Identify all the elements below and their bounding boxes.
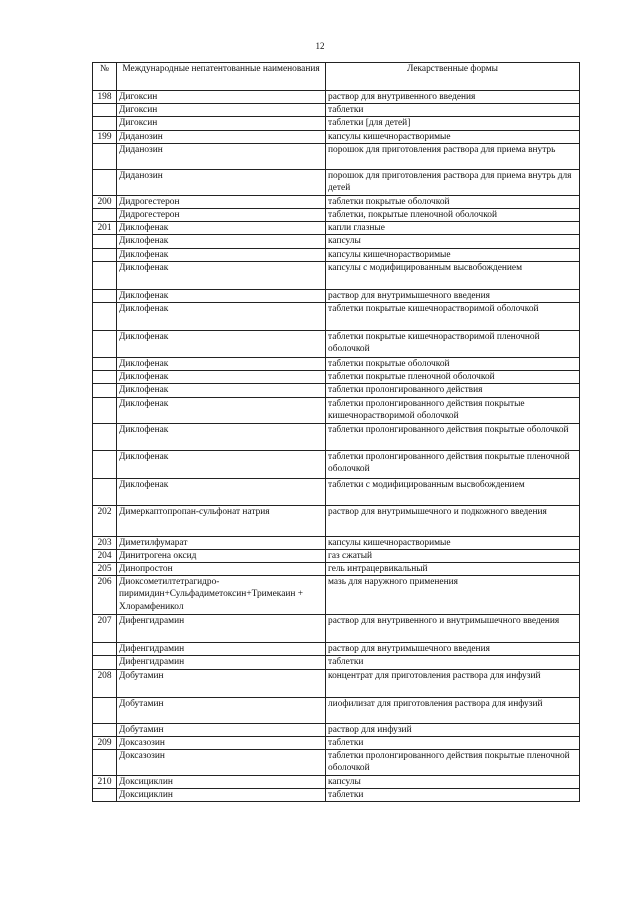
- row-number: [93, 750, 117, 776]
- row-dosage-form: таблетки пролонгированного действия покрытые пленочной оболочкой: [326, 450, 580, 478]
- row-dosage-form: раствор для внутривенного введения: [326, 91, 580, 104]
- table-row: [93, 289, 580, 302]
- row-number: [93, 450, 117, 478]
- row-inn: Диметилфумарат: [117, 536, 326, 549]
- table-row: [93, 643, 580, 656]
- row-dosage-form: капсулы: [326, 235, 580, 248]
- row-inn: Дифенгидрамин: [117, 656, 326, 669]
- table-row: [93, 776, 580, 789]
- row-inn: Диклофенак: [117, 261, 326, 289]
- row-number: [93, 289, 117, 302]
- row-dosage-form: раствор для внутримышечного и подкожного введения: [326, 505, 580, 536]
- row-number: [93, 209, 117, 222]
- row-dosage-form: капли глазные: [326, 222, 580, 235]
- row-inn: Диклофенак: [117, 248, 326, 261]
- row-dosage-form: таблетки покрытые оболочкой: [326, 358, 580, 371]
- table-row: [93, 615, 580, 643]
- row-inn: Диклофенак: [117, 235, 326, 248]
- table-row: [93, 723, 580, 736]
- row-dosage-form: таблетки покрытые пленочной оболочкой: [326, 371, 580, 384]
- table-row: [93, 91, 580, 104]
- row-number: [93, 656, 117, 669]
- table-row: [93, 130, 580, 143]
- row-inn: Диклофенак: [117, 222, 326, 235]
- row-inn: Диоксометилтетрагидро-пиримидин+Сульфадиметоксин+Тримекаин + Хлорамфеникол: [117, 576, 326, 615]
- row-dosage-form: раствор для внутримышечного введения: [326, 643, 580, 656]
- table-row: [93, 303, 580, 331]
- row-dosage-form: газ сжатый: [326, 549, 580, 562]
- table-row: [93, 143, 580, 169]
- table-row: [93, 104, 580, 117]
- row-inn: Диклофенак: [117, 358, 326, 371]
- row-dosage-form: таблетки: [326, 104, 580, 117]
- row-dosage-form: капсулы: [326, 776, 580, 789]
- table-row: [93, 736, 580, 749]
- row-dosage-form: порошок для приготовления раствора для приема внутрь для детей: [326, 169, 580, 195]
- row-dosage-form: раствор для внутривенного и внутримышечного введения: [326, 615, 580, 643]
- table-row: [93, 697, 580, 723]
- row-dosage-form: лиофилизат для приготовления раствора для инфузий: [326, 697, 580, 723]
- row-inn: Диклофенак: [117, 331, 326, 358]
- row-dosage-form: капсулы кишечнорастворимые: [326, 130, 580, 143]
- row-number: [93, 697, 117, 723]
- row-dosage-form: таблетки с модифицированным высвобождением: [326, 478, 580, 505]
- row-number: 209: [93, 736, 117, 749]
- row-number: 202: [93, 505, 117, 536]
- table-row: [93, 505, 580, 536]
- row-inn: Добутамин: [117, 669, 326, 697]
- row-number: [93, 104, 117, 117]
- row-dosage-form: таблетки пролонгированного действия покрытые кишечнорастворимой оболочкой: [326, 397, 580, 423]
- table-body: [93, 91, 580, 802]
- row-inn: Динитрогена оксид: [117, 549, 326, 562]
- row-inn: Диклофенак: [117, 478, 326, 505]
- table-row: [93, 423, 580, 450]
- table-row: [93, 450, 580, 478]
- row-number: [93, 423, 117, 450]
- header-dosage-forms: Лекарственные формы: [326, 63, 580, 91]
- row-number: [93, 371, 117, 384]
- row-dosage-form: раствор для инфузий: [326, 723, 580, 736]
- row-dosage-form: капсулы кишечнорастворимые: [326, 536, 580, 549]
- row-inn: Диданозин: [117, 143, 326, 169]
- page-number: 12: [315, 41, 325, 51]
- row-number: [93, 331, 117, 358]
- row-number: 208: [93, 669, 117, 697]
- table-row: [93, 222, 580, 235]
- row-number: [93, 248, 117, 261]
- row-dosage-form: капсулы кишечнорастворимые: [326, 248, 580, 261]
- table-row: [93, 248, 580, 261]
- row-dosage-form: таблетки: [326, 656, 580, 669]
- row-inn: Доксазозин: [117, 750, 326, 776]
- row-inn: Диклофенак: [117, 450, 326, 478]
- table-row: [93, 261, 580, 289]
- row-dosage-form: раствор для внутримышечного введения: [326, 289, 580, 302]
- row-inn: Диклофенак: [117, 289, 326, 302]
- row-inn: Дифенгидрамин: [117, 615, 326, 643]
- row-dosage-form: порошок для приготовления раствора для приема внутрь: [326, 143, 580, 169]
- row-inn: Димеркаптопропан-сульфонат натрия: [117, 505, 326, 536]
- row-inn: Дигоксин: [117, 91, 326, 104]
- row-inn: Дифенгидрамин: [117, 643, 326, 656]
- row-number: [93, 789, 117, 802]
- row-inn: Добутамин: [117, 697, 326, 723]
- table-row: [93, 789, 580, 802]
- table-row: [93, 331, 580, 358]
- table-row: [93, 549, 580, 562]
- row-number: [93, 169, 117, 195]
- table-row: [93, 536, 580, 549]
- row-dosage-form: таблетки: [326, 789, 580, 802]
- row-number: [93, 117, 117, 130]
- table-row: [93, 358, 580, 371]
- row-dosage-form: таблетки пролонгированного действия покрытые пленочной оболочкой: [326, 750, 580, 776]
- row-number: 201: [93, 222, 117, 235]
- row-inn: Дидрогестерон: [117, 209, 326, 222]
- row-inn: Диданозин: [117, 169, 326, 195]
- row-number: 198: [93, 91, 117, 104]
- row-inn: Диклофенак: [117, 384, 326, 397]
- row-dosage-form: таблетки покрытые кишечнорастворимой оболочкой: [326, 303, 580, 331]
- row-inn: Доксициклин: [117, 776, 326, 789]
- row-number: 206: [93, 576, 117, 615]
- table-row: [93, 656, 580, 669]
- row-number: [93, 384, 117, 397]
- row-number: [93, 235, 117, 248]
- table-header-row: [93, 63, 580, 91]
- table-row: [93, 669, 580, 697]
- table-row: [93, 169, 580, 195]
- row-number: [93, 143, 117, 169]
- row-dosage-form: таблетки покрытые кишечнорастворимой пленочной оболочкой: [326, 331, 580, 358]
- row-inn: Динопростон: [117, 563, 326, 576]
- row-number: [93, 358, 117, 371]
- row-number: 205: [93, 563, 117, 576]
- row-inn: Диклофенак: [117, 423, 326, 450]
- row-number: [93, 261, 117, 289]
- row-inn: Доксазозин: [117, 736, 326, 749]
- header-number: №: [93, 63, 117, 91]
- row-number: [93, 643, 117, 656]
- table-row: [93, 117, 580, 130]
- row-dosage-form: таблетки покрытые оболочкой: [326, 195, 580, 208]
- table-row: [93, 371, 580, 384]
- row-dosage-form: таблетки [для детей]: [326, 117, 580, 130]
- row-number: 203: [93, 536, 117, 549]
- row-number: 210: [93, 776, 117, 789]
- row-inn: Диклофенак: [117, 371, 326, 384]
- row-dosage-form: таблетки пролонгированного действия: [326, 384, 580, 397]
- row-dosage-form: таблетки: [326, 736, 580, 749]
- table-row: [93, 209, 580, 222]
- row-number: 204: [93, 549, 117, 562]
- row-dosage-form: таблетки пролонгированного действия покрытые оболочкой: [326, 423, 580, 450]
- table-row: [93, 384, 580, 397]
- header-inn: Международные непатентованные наименования: [117, 63, 326, 91]
- row-dosage-form: концентрат для приготовления раствора для инфузий: [326, 669, 580, 697]
- row-number: 207: [93, 615, 117, 643]
- row-inn: Добутамин: [117, 723, 326, 736]
- row-dosage-form: мазь для наружного применения: [326, 576, 580, 615]
- row-dosage-form: таблетки, покрытые пленочной оболочкой: [326, 209, 580, 222]
- row-dosage-form: гель интрацервикальный: [326, 563, 580, 576]
- row-inn: Диданозин: [117, 130, 326, 143]
- row-number: [93, 397, 117, 423]
- row-number: 200: [93, 195, 117, 208]
- row-number: [93, 478, 117, 505]
- row-inn: Диклофенак: [117, 303, 326, 331]
- row-inn: Доксициклин: [117, 789, 326, 802]
- table-row: [93, 750, 580, 776]
- table-row: [93, 195, 580, 208]
- row-inn: Дигоксин: [117, 104, 326, 117]
- row-dosage-form: капсулы с модифицированным высвобождением: [326, 261, 580, 289]
- row-number: [93, 723, 117, 736]
- drug-forms-table: [92, 62, 580, 802]
- table-row: [93, 563, 580, 576]
- table-row: [93, 235, 580, 248]
- table-row: [93, 478, 580, 505]
- row-inn: Дигоксин: [117, 117, 326, 130]
- row-inn: Диклофенак: [117, 397, 326, 423]
- table-row: [93, 397, 580, 423]
- row-number: 199: [93, 130, 117, 143]
- row-number: [93, 303, 117, 331]
- row-inn: Дидрогестерон: [117, 195, 326, 208]
- table-row: [93, 576, 580, 615]
